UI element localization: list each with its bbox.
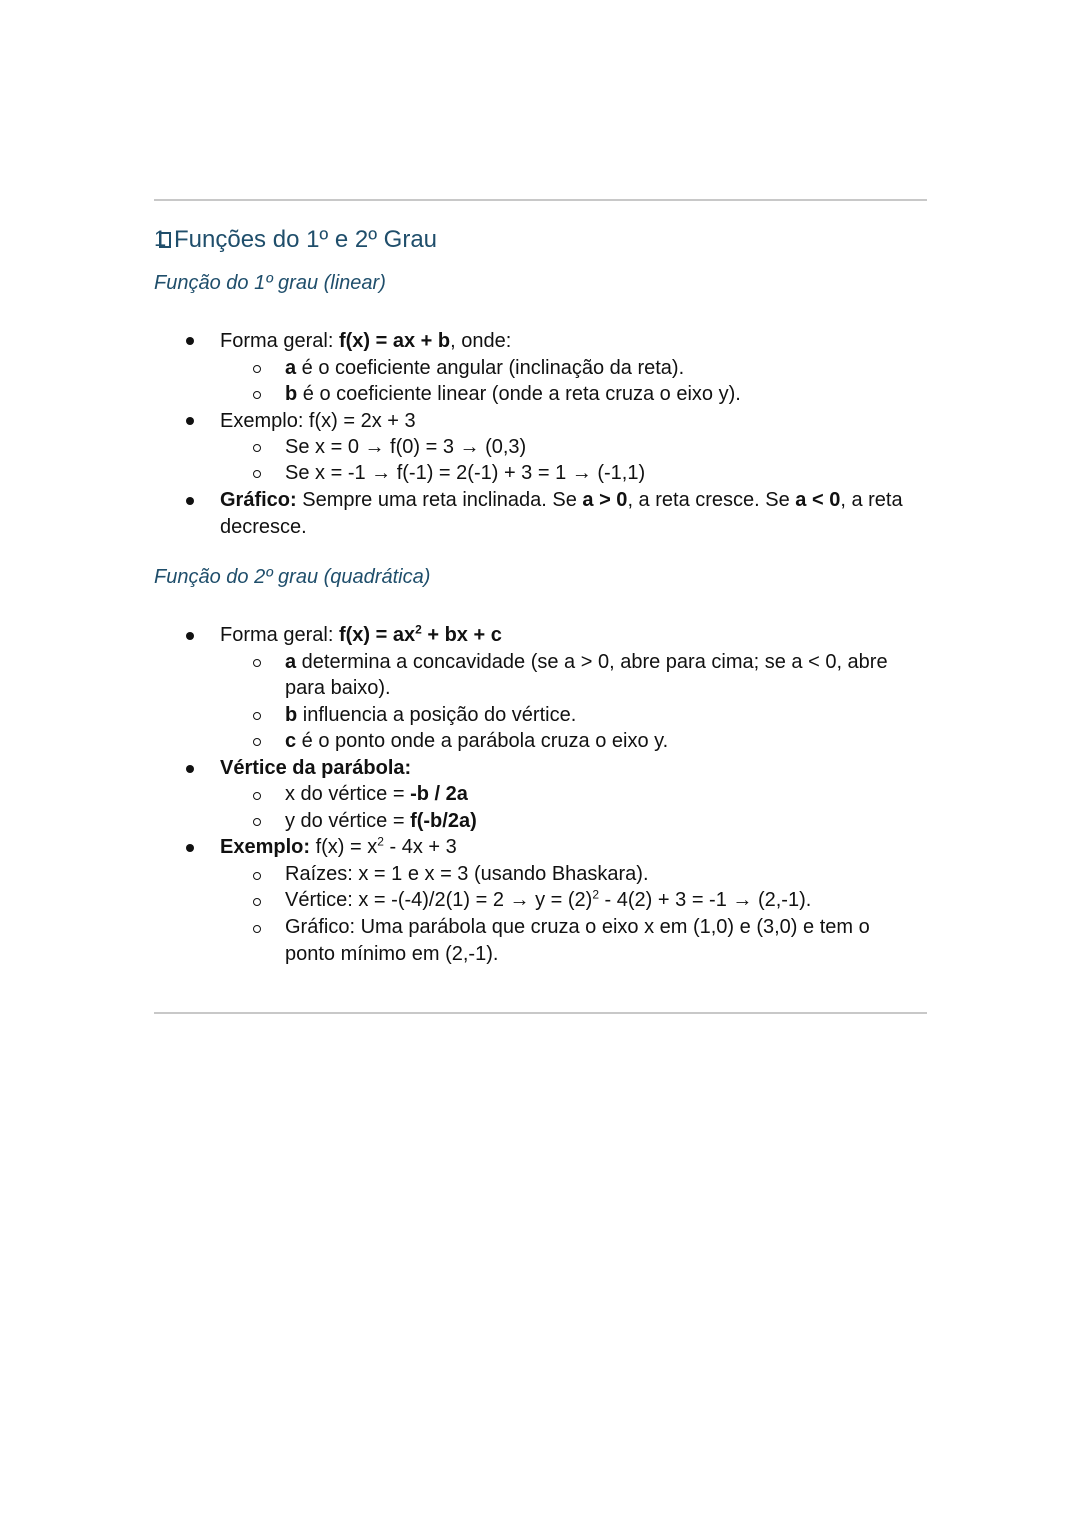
sub-bullet-marker [253,818,261,826]
s1-a-line: a é o coeficiente angular (inclinação da reta). [285,357,685,379]
bullet-marker [186,844,194,852]
bullet-marker [186,497,194,505]
s2-b-line: b influencia a posição do vértice. [285,704,577,726]
s1-graph-line-cont: decresce. [220,516,307,538]
sub-bullet-marker [253,792,261,800]
top-divider [154,199,927,201]
sub-bullet-marker [253,925,261,933]
s1-form-line: Forma geral: f(x) = ax + b, onde: [220,330,512,352]
sub-bullet-marker [253,391,261,399]
sub-bullet-marker [253,659,261,667]
sub-bullet-marker [253,365,261,373]
bullet-marker [186,417,194,425]
s2-vertex-y: y do vértice = f(-b/2a) [285,810,477,832]
s2-vertex-x: x do vértice = -b / 2a [285,783,468,805]
page-title: Funções do 1º e 2º Grau [174,226,438,253]
sub-bullet-marker [253,898,261,906]
s1-example-2: Se x = -1 → f(-1) = 2(-1) + 3 = 1 → (-1,1) [285,462,646,484]
s2-example-line: Exemplo: $f(x) = x^2 - 4x + 3$ [220,834,457,858]
s2-vertex-label: Vértice da parábola: [220,757,412,779]
s1-graph-line: Gráfico: Sempre uma reta inclinada. Se a > 0, a reta cresce. Se a < 0, a reta [220,489,903,511]
s2-form-line: Forma geral: $f(x) = ax^2$ + bx + c [220,622,502,646]
section2-subtitle: Função do 2º grau (quadrática) [154,566,431,588]
s1-b-line: b é o coeficiente linear (onde a reta cruza o eixo y). [285,383,741,405]
page-heading [154,226,437,254]
bullet-marker [186,632,194,640]
section1-subtitle: Função do 1º grau (linear) [154,272,386,294]
sub-bullet-marker [253,738,261,746]
s2-a-line: a determina a concavidade (se a > 0, abre para cima; se a < 0, abre [285,651,888,673]
bullet-marker [186,765,194,773]
sub-bullet-marker [253,712,261,720]
s2-roots: Raízes: x = 1 e x = 3 (usando Bhaskara). [285,863,649,885]
bottom-divider [154,1012,927,1014]
s2-graph-line: Gráfico: Uma parábola que cruza o eixo x em (1,0) e (3,0) e tem o [285,916,870,938]
s2-a-line-cont: para baixo). [285,677,391,699]
sub-bullet-marker [253,470,261,478]
s2-graph-line-cont: ponto mínimo em (2,-1). [285,943,499,965]
number-box-icon: 1 [154,229,172,251]
sub-bullet-marker [253,444,261,452]
bullet-marker [186,337,194,345]
s1-example-line: Exemplo: f(x) = 2x + 3 [220,410,416,432]
sub-bullet-marker [253,872,261,880]
s2-c-line: c é o ponto onde a parábola cruza o eixo y. [285,730,669,752]
s1-example-1: Se x = 0 → f(0) = 3 → (0,3) [285,436,527,458]
s2-vertex-example: Vértice: $x = -(-4)/2(1) = 2 \to y = (2)^2 - 4(2) + 3 = -1 \to (2,-1)$. [285,887,812,911]
